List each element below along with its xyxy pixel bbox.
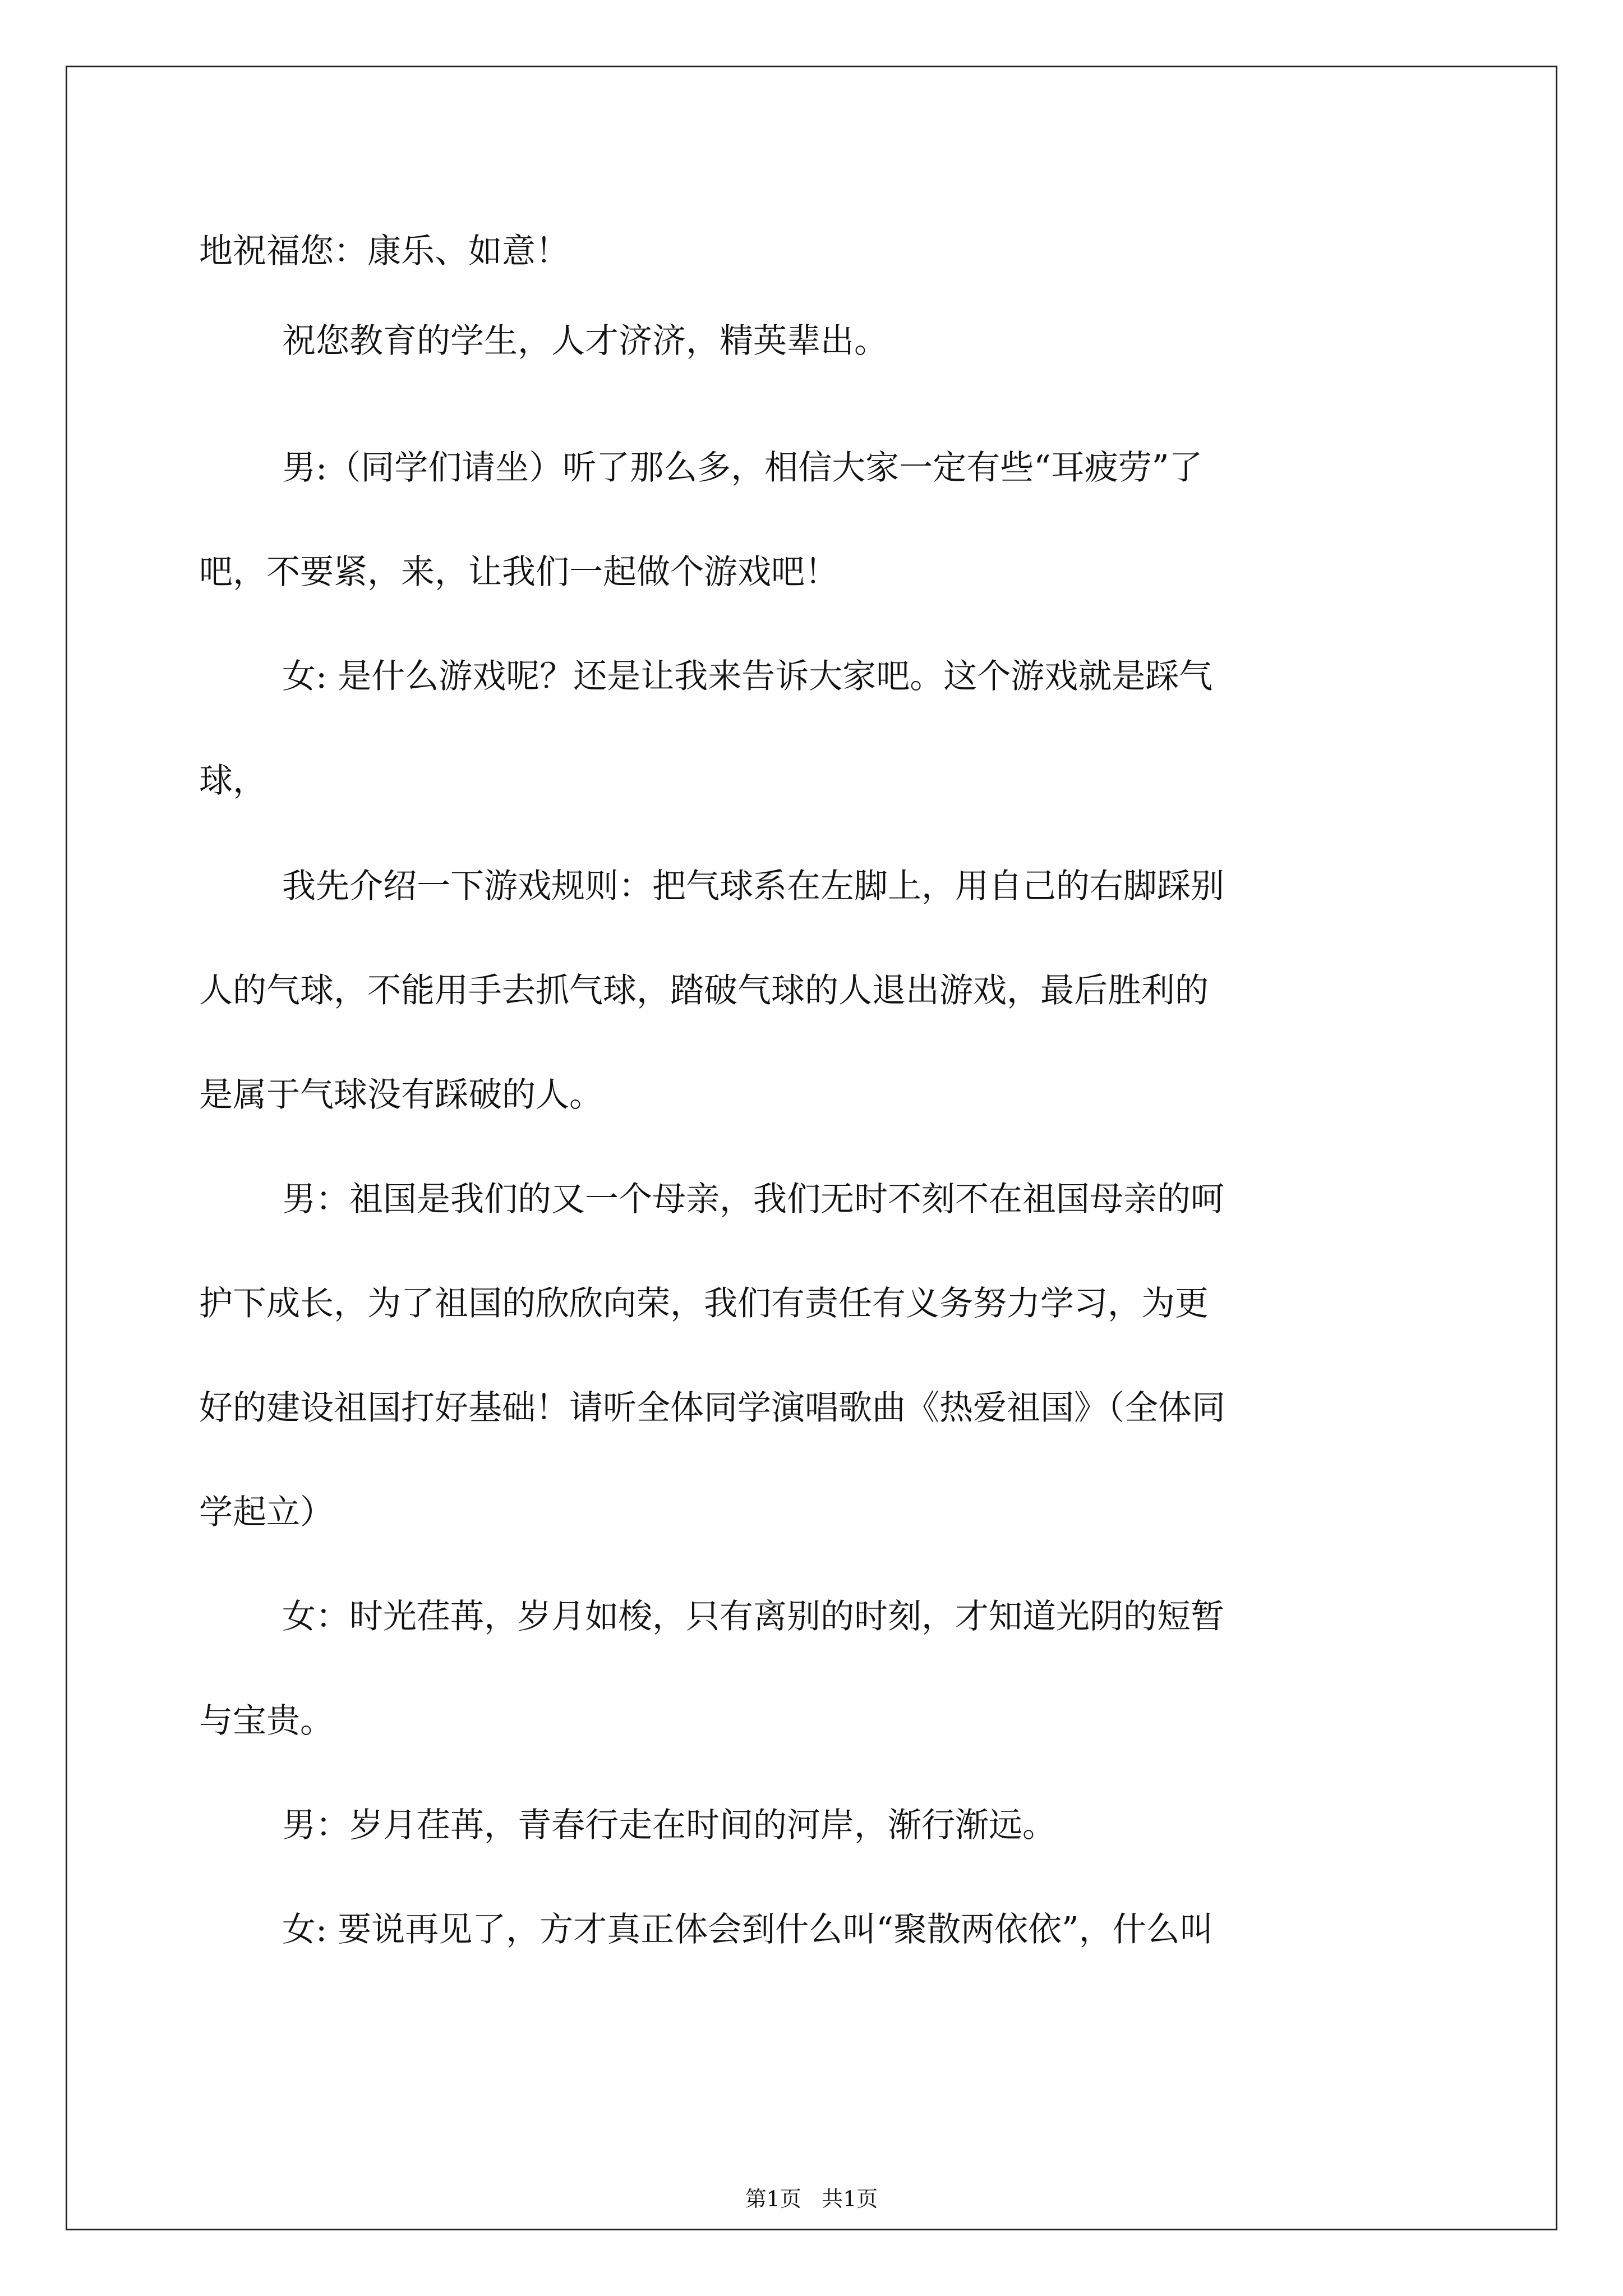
text-line-16: 男：岁月荏苒，青春行走在时间的河岸，渐行渐远。 xyxy=(282,1806,1056,1845)
text-line-17: 女: 要说再见了，方才真正体会到什么叫“聚散两依依”，什么叫 xyxy=(282,1910,1214,1949)
text-line-4: 吧，不要紧，来，让我们一起做个游戏吧！ xyxy=(199,553,838,592)
text-line-5: 女: 是什么游戏呢？还是让我来告诉大家吧。这个游戏就是踩气 xyxy=(282,657,1213,696)
text-line-8: 人的气球，不能用手去抓气球，踏破气球的人退出游戏，最后胜利的 xyxy=(199,971,1209,1010)
text-line-13: 学起立） xyxy=(199,1493,334,1532)
text-line-15: 与宝贵。 xyxy=(199,1701,334,1741)
text-line-1: 地祝福您：康乐、如意！ xyxy=(199,232,569,271)
text-line-2: 祝您教育的学生，人才济济，精英辈出。 xyxy=(282,321,888,361)
text-line-12: 好的建设祖国打好基础！请听全体同学演唱歌曲《热爱祖国》（全体同 xyxy=(199,1388,1225,1428)
text-line-14: 女：时光荏苒，岁月如梭，只有离别的时刻，才知道光阴的短暂 xyxy=(282,1597,1224,1636)
text-line-11: 护下成长，为了祖国的欣欣向荣，我们有责任有义务努力学习，为更 xyxy=(199,1284,1209,1323)
text-line-7: 我先介绍一下游戏规则：把气球系在左脚上，用自己的右脚踩别 xyxy=(282,867,1224,906)
page-number-footer: 第1页 共1页 xyxy=(745,2187,878,2211)
text-line-9: 是属于气球没有踩破的人。 xyxy=(199,1075,603,1115)
text-line-3: 男:（同学们请坐）听了那么多，相信大家一定有些“耳疲劳”了 xyxy=(282,448,1203,487)
text-line-6: 球， xyxy=(199,761,266,800)
text-line-10: 男：祖国是我们的又一个母亲，我们无时不刻不在祖国母亲的呵 xyxy=(282,1180,1224,1219)
page-border xyxy=(66,66,1557,2230)
